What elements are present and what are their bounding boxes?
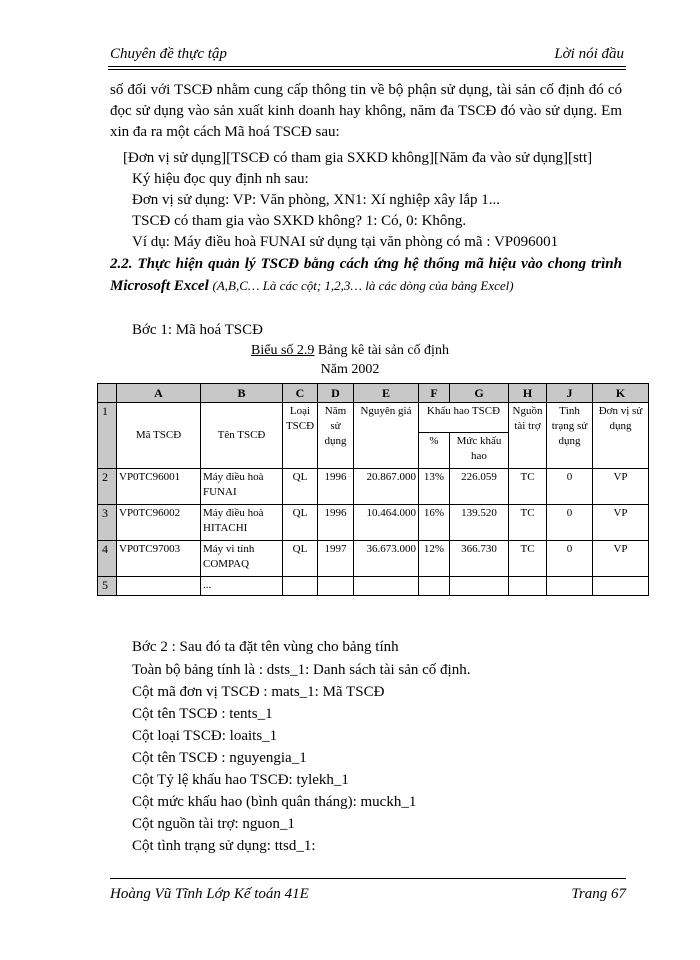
col-header: J [547,384,593,403]
caption-title: Bảng kê tài sản cố định [314,343,449,358]
cell-empty [593,577,649,596]
footer-rule [110,878,626,879]
row-number: 4 [98,541,117,577]
header-rule [108,66,626,67]
section-heading [110,253,622,297]
cell-loai: QL [283,469,318,505]
cell-muc: 139.520 [450,505,509,541]
cell-ten: Máy điều hoà HITACHI [201,505,283,541]
cell-loai: QL [283,541,318,577]
cell-nam: 1997 [318,541,354,577]
step2-line: Cột nguồn tài trợ: nguon_1 [132,816,295,832]
cell-empty [318,577,354,596]
header-loai: Loại TSCĐ [283,403,318,469]
header-left: Chuyên đề thực tập [110,46,227,62]
header-row [98,403,649,433]
table-row [98,541,649,577]
col-header: D [318,384,354,403]
cell-tinh-trang: 0 [547,469,593,505]
section-note: (A,B,C… Là các cột; 1,2,3… là các dòng của bảng Excel) [212,278,514,293]
col-header: B [201,384,283,403]
code-formula: [Đơn vị sử dụng][TSCĐ có tham gia SXKD không][Năm đa vào sử dụng][stt] [123,150,593,166]
cell-ma: VP0TC96001 [117,469,201,505]
header-tinh-trang: Tình trạng sử dụng [547,403,593,469]
header-pct: % [419,433,450,469]
cell-nguyen-gia: 20.867.000 [354,469,419,505]
intro-paragraph: số đối với TSCĐ nhằm cung cấp thông tin về bộ phận sử dụng, tài sản cố định đó có đọc sử dụng vào sản xuất kinh doanh hay không, năm đa TSCĐ đó vào sử dụng. Em xin đa ra một cách Mã hoá TSCĐ sau: [110,82,622,140]
row-number: 3 [98,505,117,541]
cell-ten: Máy điều hoà FUNAI [201,469,283,505]
cell-ma: VP0TC96002 [117,505,201,541]
cell-ten: Máy vi tính COMPAQ [201,541,283,577]
step2-line: Toàn bộ bảng tính là : dsts_1: Danh sách tài sản cố định. [132,662,471,678]
col-header: E [354,384,419,403]
step-2: Bớc 2 : Sau đó ta đặt tên vùng cho bảng tính [132,639,399,655]
col-header: G [450,384,509,403]
cell-pct: 13% [419,469,450,505]
header-ten: Tên TSCĐ [201,403,283,469]
cell-nguon: TC [509,469,547,505]
footer-left: Hoàng Vũ Tĩnh Lớp Kế toán 41E [110,886,309,902]
header-rule-2 [108,69,626,70]
cell-nguyen-gia: 36.673.000 [354,541,419,577]
row-number: 2 [98,469,117,505]
cell-empty [419,577,450,596]
page-footer [110,878,626,908]
column-header-row [98,384,649,403]
header-don-vi: Đơn vị sử dụng [593,403,649,469]
step2-line: Cột tình trạng sử dụng: ttsd_1: [132,838,316,854]
step2-line: Cột mức khấu hao (bình quân tháng): muckh_1 [132,794,417,810]
cell-empty [450,577,509,596]
cell-tinh-trang: 0 [547,505,593,541]
cell-empty [354,577,419,596]
cell-ellipsis: ... [201,577,283,596]
cell-don-vi: VP [593,469,649,505]
step2-line: Cột tên TSCĐ : tents_1 [132,706,273,722]
row-number: 5 [98,577,117,596]
table-year: Năm 2002 [320,362,380,377]
step2-line: Cột loại TSCĐ: loaits_1 [132,728,278,744]
header-nguyen-gia: Nguyên giá [354,403,419,469]
intro-line-4: Ví dụ: Máy điều hoà FUNAI sử dụng tại văn phòng có mã : VP096001 [132,234,559,250]
cell-nguyen-gia: 10.464.000 [354,505,419,541]
header-nam: Năm sử dụng [318,403,354,469]
header-muc: Mức khấu hao [450,433,509,469]
col-header: A [117,384,201,403]
cell-don-vi: VP [593,541,649,577]
table-row [98,469,649,505]
cell-tinh-trang: 0 [547,541,593,577]
page-number: Trang 67 [571,886,626,902]
table-row [98,577,649,596]
cell-pct: 16% [419,505,450,541]
caption-label: Biểu số 2.9 [251,343,315,358]
cell-nam: 1996 [318,505,354,541]
cell-muc: 366.730 [450,541,509,577]
cell-nam: 1996 [318,469,354,505]
cell-empty [547,577,593,596]
col-header: F [419,384,450,403]
step-1: Bớc 1: Mã hoá TSCĐ [132,322,263,338]
header-ma: Mã TSCĐ [117,403,201,469]
header-right: Lời nói đầu [554,46,624,62]
header-nguon: Nguồn tài trợ [509,403,547,469]
col-header: K [593,384,649,403]
cell-empty [117,577,201,596]
corner-cell [98,384,117,403]
page-header [108,40,626,66]
section-title: 2.2. Thực hiện quản lý TSCĐ bằng cách ứng hệ thống mã hiệu vào chong trình Microsoft Excel [110,256,622,294]
intro-line-2: Đơn vị sử dụng: VP: Văn phòng, XN1: Xí nghiệp xây lắp 1... [132,192,500,208]
col-header: H [509,384,547,403]
row-number: 1 [98,403,117,469]
intro-line-1: Ký hiệu đọc quy định nh sau: [132,171,309,187]
col-header: C [283,384,318,403]
cell-nguon: TC [509,541,547,577]
cell-empty [509,577,547,596]
cell-don-vi: VP [593,505,649,541]
cell-empty [283,577,318,596]
step2-line: Cột mã đơn vị TSCĐ : mats_1: Mã TSCĐ [132,684,385,700]
cell-pct: 12% [419,541,450,577]
cell-loai: QL [283,505,318,541]
cell-ma: VP0TC97003 [117,541,201,577]
asset-spreadsheet [97,383,649,596]
cell-nguon: TC [509,505,547,541]
table-row [98,505,649,541]
intro-line-3: TSCĐ có tham gia vào SXKD không? 1: Có, 0: Không. [132,213,467,229]
step2-line: Cột tên TSCĐ : nguyengia_1 [132,750,307,766]
header-khau-hao: Khấu hao TSCĐ [419,403,509,433]
step2-line: Cột Tỷ lệ khấu hao TSCĐ: tylekh_1 [132,772,349,788]
table-caption [0,343,700,359]
cell-muc: 226.059 [450,469,509,505]
